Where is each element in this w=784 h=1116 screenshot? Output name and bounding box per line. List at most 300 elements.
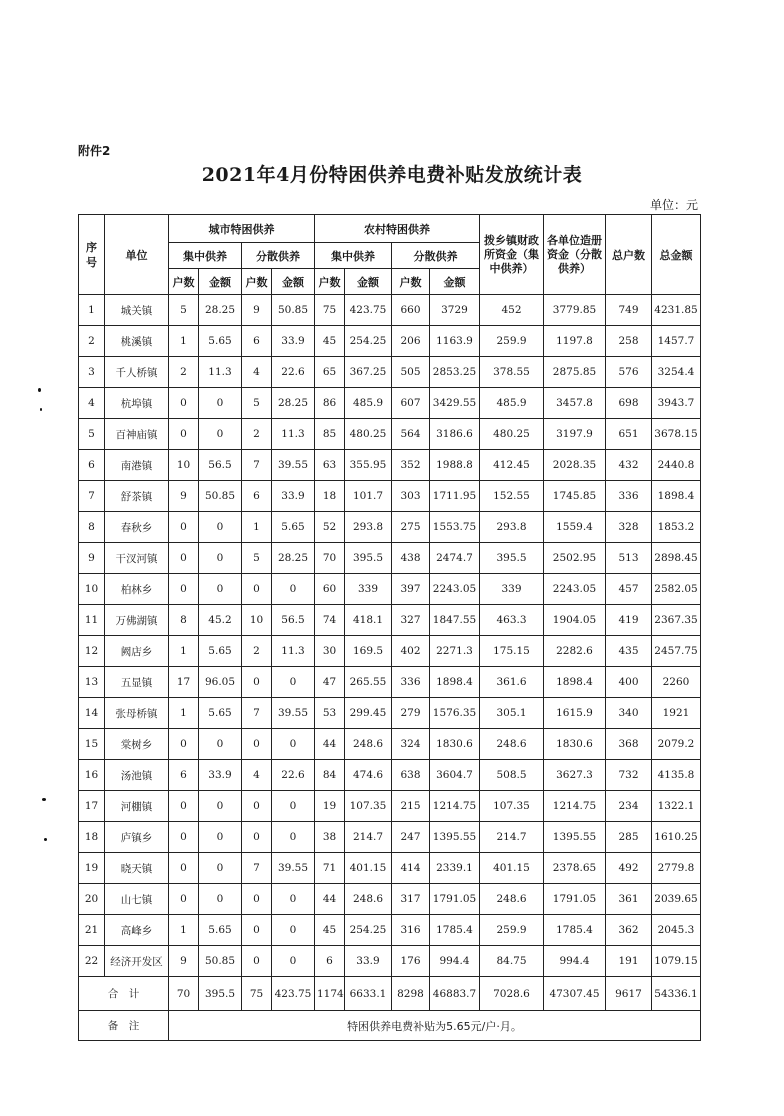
row-seq: 19: [79, 853, 105, 884]
table-cell: 317: [392, 884, 430, 915]
table-cell: 994.4: [430, 946, 480, 977]
table-cell: 0: [242, 822, 272, 853]
table-cell: 2853.25: [430, 357, 480, 388]
table-cell: 5: [242, 388, 272, 419]
row-seq: 12: [79, 636, 105, 667]
table-cell: 418.1: [345, 605, 392, 636]
table-cell: 0: [199, 574, 242, 605]
table-cell: 75: [315, 295, 345, 326]
scan-speck: [44, 838, 47, 841]
table-cell: 5.65: [199, 636, 242, 667]
table-cell: 1: [169, 636, 199, 667]
table-cell: 2875.85: [544, 357, 606, 388]
header-households: 户数: [315, 269, 345, 295]
table-cell: 3729: [430, 295, 480, 326]
table-cell: 1214.75: [430, 791, 480, 822]
header-rural: 农村特困供养: [315, 215, 480, 243]
table-cell: 248.6: [345, 884, 392, 915]
table-cell: 275: [392, 512, 430, 543]
table-cell: 1898.4: [652, 481, 701, 512]
header-rural-centralized: 集中供养: [315, 243, 392, 269]
table-cell: 0: [242, 791, 272, 822]
table-cell: 214.7: [480, 822, 544, 853]
table-cell: 3604.7: [430, 760, 480, 791]
table-cell: 8298: [392, 977, 430, 1011]
unit-label: 单位：元: [649, 198, 698, 212]
table-cell: 50.85: [199, 481, 242, 512]
table-cell: 480.25: [480, 419, 544, 450]
table-cell: 463.3: [480, 605, 544, 636]
header-township-funds: 拨乡镇财政所资金（集中供养）: [480, 215, 544, 295]
table-cell: 9: [169, 481, 199, 512]
row-unit-name: 五显镇: [105, 667, 169, 698]
scan-speck: [42, 798, 46, 801]
table-cell: 6: [242, 326, 272, 357]
table-cell: 0: [272, 791, 315, 822]
table-cell: 336: [392, 667, 430, 698]
table-cell: 0: [272, 884, 315, 915]
table-cell: 1: [169, 326, 199, 357]
table-cell: 254.25: [345, 326, 392, 357]
scan-speck: [38, 388, 41, 392]
table-cell: 152.55: [480, 481, 544, 512]
table-cell: 339: [480, 574, 544, 605]
table-cell: 3943.7: [652, 388, 701, 419]
table-cell: 293.8: [480, 512, 544, 543]
header-amount: 金额: [430, 269, 480, 295]
table-cell: 2039.65: [652, 884, 701, 915]
table-cell: 2271.3: [430, 636, 480, 667]
table-cell: 1853.2: [652, 512, 701, 543]
table-cell: 44: [315, 884, 345, 915]
row-seq: 9: [79, 543, 105, 574]
row-unit-name: 城关镇: [105, 295, 169, 326]
table-cell: 30: [315, 636, 345, 667]
table-cell: 7: [242, 853, 272, 884]
table-cell: 1830.6: [430, 729, 480, 760]
table-cell: 0: [242, 667, 272, 698]
row-seq: 10: [79, 574, 105, 605]
table-cell: 1559.4: [544, 512, 606, 543]
table-cell: 54336.1: [652, 977, 701, 1011]
table-row: [79, 450, 701, 481]
table-cell: 485.9: [345, 388, 392, 419]
table-cell: 480.25: [345, 419, 392, 450]
table-cell: 248.6: [480, 729, 544, 760]
table-cell: 215: [392, 791, 430, 822]
table-cell: 56.5: [272, 605, 315, 636]
table-cell: 28.25: [199, 295, 242, 326]
table-cell: 419: [606, 605, 652, 636]
table-cell: 4: [242, 357, 272, 388]
table-cell: 39.55: [272, 698, 315, 729]
row-unit-name: 阙店乡: [105, 636, 169, 667]
table-cell: 576: [606, 357, 652, 388]
table-cell: 0: [169, 543, 199, 574]
table-cell: 2243.05: [430, 574, 480, 605]
table-cell: 1079.15: [652, 946, 701, 977]
table-cell: 4: [242, 760, 272, 791]
table-cell: 18: [315, 481, 345, 512]
table-cell: 3429.55: [430, 388, 480, 419]
row-seq: 11: [79, 605, 105, 636]
table-cell: 3779.85: [544, 295, 606, 326]
header-urban: 城市特困供养: [169, 215, 315, 243]
table-cell: 638: [392, 760, 430, 791]
table-cell: 2502.95: [544, 543, 606, 574]
row-unit-name: 庐镇乡: [105, 822, 169, 853]
table-cell: 0: [272, 667, 315, 698]
table-cell: 395.5: [480, 543, 544, 574]
table-cell: 492: [606, 853, 652, 884]
table-cell: 0: [199, 388, 242, 419]
row-seq: 7: [79, 481, 105, 512]
table-cell: 400: [606, 667, 652, 698]
row-seq: 18: [79, 822, 105, 853]
table-cell: 505: [392, 357, 430, 388]
table-cell: 2243.05: [544, 574, 606, 605]
table-cell: 485.9: [480, 388, 544, 419]
header-households: 户数: [169, 269, 199, 295]
row-unit-name: 晓天镇: [105, 853, 169, 884]
table-cell: 1785.4: [430, 915, 480, 946]
table-cell: 412.45: [480, 450, 544, 481]
table-cell: 176: [392, 946, 430, 977]
table-row: [79, 388, 701, 419]
table-cell: 285: [606, 822, 652, 853]
table-row: [79, 946, 701, 977]
table-cell: 457: [606, 574, 652, 605]
table-cell: 423.75: [345, 295, 392, 326]
table-cell: 65: [315, 357, 345, 388]
table-cell: 2: [242, 419, 272, 450]
table-cell: 1898.4: [544, 667, 606, 698]
table-row: [79, 884, 701, 915]
row-seq: 21: [79, 915, 105, 946]
table-cell: 402: [392, 636, 430, 667]
table-cell: 0: [199, 543, 242, 574]
table-cell: 1904.05: [544, 605, 606, 636]
table-cell: 47: [315, 667, 345, 698]
table-cell: 324: [392, 729, 430, 760]
table-row: [79, 357, 701, 388]
table-row: [79, 605, 701, 636]
table-cell: 1847.55: [430, 605, 480, 636]
table-cell: 1197.8: [544, 326, 606, 357]
table-cell: 33.9: [272, 326, 315, 357]
table-cell: 1988.8: [430, 450, 480, 481]
table-cell: 401.15: [480, 853, 544, 884]
row-unit-name: 棠树乡: [105, 729, 169, 760]
table-cell: 6: [169, 760, 199, 791]
table-cell: 10: [242, 605, 272, 636]
table-cell: 0: [169, 822, 199, 853]
table-cell: 206: [392, 326, 430, 357]
table-cell: 33.9: [272, 481, 315, 512]
row-unit-name: 高峰乡: [105, 915, 169, 946]
table-cell: 3457.8: [544, 388, 606, 419]
table-cell: 2779.8: [652, 853, 701, 884]
subsidy-table: [78, 214, 701, 1041]
table-cell: 327: [392, 605, 430, 636]
table-cell: 0: [169, 512, 199, 543]
table-cell: 2339.1: [430, 853, 480, 884]
table-cell: 564: [392, 419, 430, 450]
table-cell: 1174: [315, 977, 345, 1011]
table-cell: 50.85: [272, 295, 315, 326]
table-row: [79, 698, 701, 729]
table-cell: 70: [315, 543, 345, 574]
table-cell: 265.55: [345, 667, 392, 698]
table-cell: 305.1: [480, 698, 544, 729]
table-cell: 5.65: [199, 698, 242, 729]
table-cell: 303: [392, 481, 430, 512]
table-cell: 2: [242, 636, 272, 667]
table-row: [79, 822, 701, 853]
header-total-households: 总户数: [606, 215, 652, 295]
table-cell: 5.65: [272, 512, 315, 543]
table-cell: 9: [242, 295, 272, 326]
header-unit: 单位: [105, 215, 169, 295]
table-cell: 63: [315, 450, 345, 481]
table-cell: 6633.1: [345, 977, 392, 1011]
table-cell: 175.15: [480, 636, 544, 667]
header-unit-funds: 各单位造册资金（分散供养）: [544, 215, 606, 295]
table-cell: 2: [169, 357, 199, 388]
header-urban-dispersed: 分散供养: [242, 243, 315, 269]
table-cell: 33.9: [199, 760, 242, 791]
header-households: 户数: [392, 269, 430, 295]
table-cell: 101.7: [345, 481, 392, 512]
table-cell: 248.6: [345, 729, 392, 760]
table-cell: 22.6: [272, 357, 315, 388]
table-cell: 9617: [606, 977, 652, 1011]
table-cell: 28.25: [272, 543, 315, 574]
header-households: 户数: [242, 269, 272, 295]
table-cell: 0: [272, 574, 315, 605]
table-cell: 47307.45: [544, 977, 606, 1011]
table-row: [79, 481, 701, 512]
table-cell: 1576.35: [430, 698, 480, 729]
table-cell: 8: [169, 605, 199, 636]
header-total-amount: 总金额: [652, 215, 701, 295]
table-cell: 293.8: [345, 512, 392, 543]
table-cell: 1898.4: [430, 667, 480, 698]
table-cell: 6: [315, 946, 345, 977]
table-row: [79, 574, 701, 605]
table-cell: 395.5: [345, 543, 392, 574]
table-cell: 11.3: [272, 636, 315, 667]
table-cell: 2282.6: [544, 636, 606, 667]
table-cell: 0: [169, 791, 199, 822]
table-cell: 361.6: [480, 667, 544, 698]
row-unit-name: 柏林乡: [105, 574, 169, 605]
table-cell: 1615.9: [544, 698, 606, 729]
table-cell: 3678.15: [652, 419, 701, 450]
scan-speck: [40, 408, 42, 411]
table-row: [79, 760, 701, 791]
table-cell: 397: [392, 574, 430, 605]
total-row: [79, 977, 701, 1011]
row-seq: 2: [79, 326, 105, 357]
table-cell: 0: [169, 574, 199, 605]
table-cell: 698: [606, 388, 652, 419]
table-cell: 214.7: [345, 822, 392, 853]
table-cell: 0: [242, 729, 272, 760]
table-cell: 0: [169, 388, 199, 419]
table-cell: 0: [242, 574, 272, 605]
row-seq: 13: [79, 667, 105, 698]
table-cell: 0: [272, 822, 315, 853]
table-cell: 1791.05: [430, 884, 480, 915]
table-cell: 1214.75: [544, 791, 606, 822]
table-cell: 0: [199, 853, 242, 884]
table-cell: 0: [199, 512, 242, 543]
table-cell: 38: [315, 822, 345, 853]
table-row: [79, 636, 701, 667]
table-cell: 1711.95: [430, 481, 480, 512]
row-unit-name: 杭埠镇: [105, 388, 169, 419]
table-cell: 7: [242, 450, 272, 481]
header-amount: 金额: [272, 269, 315, 295]
row-unit-name: 干汊河镇: [105, 543, 169, 574]
table-cell: 50.85: [199, 946, 242, 977]
table-cell: 423.75: [272, 977, 315, 1011]
document-title: 2021年4月份特困供养电费补贴发放统计表: [201, 164, 583, 186]
table-cell: 86: [315, 388, 345, 419]
table-row: [79, 729, 701, 760]
row-unit-name: 百神庙镇: [105, 419, 169, 450]
table-cell: 474.6: [345, 760, 392, 791]
table-cell: 1: [169, 915, 199, 946]
table-cell: 1322.1: [652, 791, 701, 822]
table-cell: 367.25: [345, 357, 392, 388]
table-cell: 52: [315, 512, 345, 543]
table-cell: 1: [242, 512, 272, 543]
row-unit-name: 千人桥镇: [105, 357, 169, 388]
row-unit-name: 河棚镇: [105, 791, 169, 822]
table-cell: 0: [169, 729, 199, 760]
table-cell: 11.3: [199, 357, 242, 388]
table-cell: 107.35: [345, 791, 392, 822]
table-cell: 17: [169, 667, 199, 698]
table-cell: 28.25: [272, 388, 315, 419]
table-cell: 355.95: [345, 450, 392, 481]
table-cell: 508.5: [480, 760, 544, 791]
header-seq: 序号: [79, 215, 105, 295]
table-cell: 2898.45: [652, 543, 701, 574]
table-cell: 0: [242, 915, 272, 946]
header-amount: 金额: [345, 269, 392, 295]
remark-text: 特困供养电费补贴为5.65元/户·月。: [169, 1011, 701, 1041]
table-cell: 3254.4: [652, 357, 701, 388]
table-cell: 75: [242, 977, 272, 1011]
table-cell: 0: [272, 946, 315, 977]
table-cell: 1: [169, 698, 199, 729]
table-cell: 45.2: [199, 605, 242, 636]
table-cell: 74: [315, 605, 345, 636]
table-cell: 1791.05: [544, 884, 606, 915]
table-cell: 328: [606, 512, 652, 543]
row-unit-name: 桃溪镇: [105, 326, 169, 357]
table-cell: 11.3: [272, 419, 315, 450]
table-cell: 660: [392, 295, 430, 326]
table-cell: 0: [169, 419, 199, 450]
table-cell: 2367.35: [652, 605, 701, 636]
table-cell: 45: [315, 915, 345, 946]
table-cell: 107.35: [480, 791, 544, 822]
table-cell: 258: [606, 326, 652, 357]
row-seq: 5: [79, 419, 105, 450]
table-cell: 316: [392, 915, 430, 946]
table-cell: 994.4: [544, 946, 606, 977]
table-row: [79, 512, 701, 543]
table-cell: 340: [606, 698, 652, 729]
table-cell: 169.5: [345, 636, 392, 667]
table-cell: 2378.65: [544, 853, 606, 884]
table-cell: 19: [315, 791, 345, 822]
table-cell: 60: [315, 574, 345, 605]
table-cell: 395.5: [199, 977, 242, 1011]
table-cell: 1553.75: [430, 512, 480, 543]
table-cell: 414: [392, 853, 430, 884]
table-cell: 4231.85: [652, 295, 701, 326]
table-cell: 607: [392, 388, 430, 419]
table-cell: 1745.85: [544, 481, 606, 512]
table-cell: 96.05: [199, 667, 242, 698]
table-cell: 46883.7: [430, 977, 480, 1011]
table-cell: 234: [606, 791, 652, 822]
table-cell: 362: [606, 915, 652, 946]
row-unit-name: 南港镇: [105, 450, 169, 481]
table-cell: 3186.6: [430, 419, 480, 450]
row-seq: 17: [79, 791, 105, 822]
table-cell: 53: [315, 698, 345, 729]
table-row: [79, 853, 701, 884]
table-cell: 1830.6: [544, 729, 606, 760]
table-cell: 0: [199, 729, 242, 760]
table-cell: 39.55: [272, 853, 315, 884]
table-cell: 0: [242, 884, 272, 915]
table-cell: 248.6: [480, 884, 544, 915]
table-row: [79, 915, 701, 946]
table-cell: 2260: [652, 667, 701, 698]
table-cell: 5: [169, 295, 199, 326]
row-seq: 15: [79, 729, 105, 760]
remark-row: [79, 1011, 701, 1041]
table-row: [79, 419, 701, 450]
table-cell: 247: [392, 822, 430, 853]
table-cell: 1395.55: [544, 822, 606, 853]
table-cell: 6: [242, 481, 272, 512]
row-seq: 14: [79, 698, 105, 729]
table-cell: 732: [606, 760, 652, 791]
table-cell: 361: [606, 884, 652, 915]
table-cell: 84: [315, 760, 345, 791]
table-cell: 44: [315, 729, 345, 760]
table-cell: 259.9: [480, 915, 544, 946]
table-cell: 352: [392, 450, 430, 481]
row-unit-name: 经济开发区: [105, 946, 169, 977]
row-seq: 16: [79, 760, 105, 791]
table-row: [79, 543, 701, 574]
row-unit-name: 张母桥镇: [105, 698, 169, 729]
table-cell: 5.65: [199, 915, 242, 946]
header-amount: 金额: [199, 269, 242, 295]
table-cell: 7: [242, 698, 272, 729]
table-cell: 1921: [652, 698, 701, 729]
table-cell: 45: [315, 326, 345, 357]
